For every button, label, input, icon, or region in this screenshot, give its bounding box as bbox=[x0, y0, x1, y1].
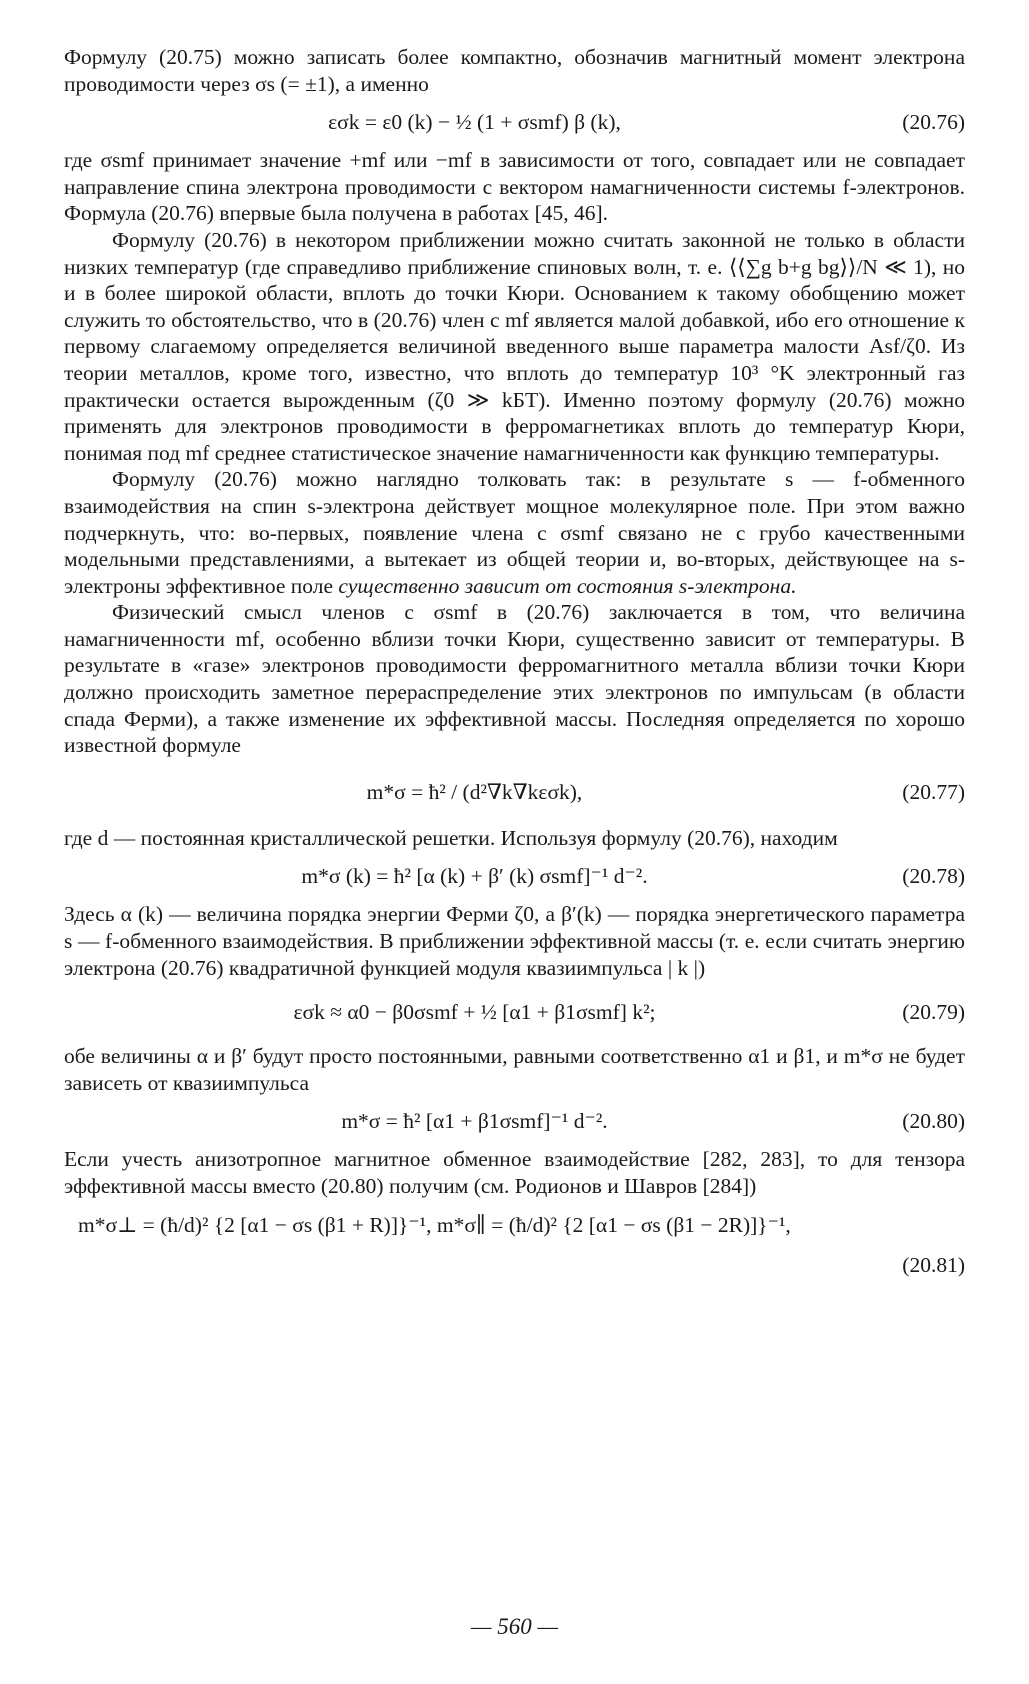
equation-20-81 bbox=[64, 1202, 965, 1278]
equation-number: (20.77) bbox=[902, 779, 965, 804]
equation-20-79 bbox=[64, 983, 965, 1041]
equation-20-78 bbox=[64, 853, 965, 899]
equation-number: (20.79) bbox=[902, 1000, 965, 1025]
equation-formula: εσk ≈ α0 − β0σsmf + ½ [α1 + β1σsmf] k²; bbox=[293, 1000, 656, 1025]
paragraph-1: Формулу (20.75) можно записать более компактно, обозначив магнитный момент электрона проводимости через σs (= ±1), а именно bbox=[64, 45, 965, 96]
equation-20-80 bbox=[64, 1098, 965, 1144]
paragraph-4-emphasis: существенно зависит от состояния s-электрона. bbox=[338, 573, 797, 598]
equation-formula: m*σ⊥ = (ħ/d)² {2 [α1 − σs (β1 + R)]}⁻¹, m*σ∥ = (ħ/d)² {2 [α1 − σs (β1 − 2R)]}⁻¹, bbox=[78, 1212, 791, 1237]
equation-number: (20.76) bbox=[902, 110, 965, 135]
equation-20-77 bbox=[64, 761, 965, 823]
equation-number: (20.80) bbox=[902, 1109, 965, 1134]
paragraph-6: где d — постоянная кристаллической решетки. Используя формулу (20.76), находим bbox=[64, 825, 838, 850]
paragraph-9: Если учесть анизотропное магнитное обменное взаимодействие [282, 283], то для тензора эффективной массы вместо (20.80) получим (см. Родионов и Шавров [284]) bbox=[64, 1147, 965, 1198]
equation-formula: m*σ = ħ² / (d²∇k∇kεσk), bbox=[366, 779, 583, 804]
paragraph-5: Физический смысл членов с σsmf в (20.76) заключается в том, что величина намагниченности mf, особенно вблизи точки Кюри, существенно зависит от температуры. В результате в «газе» электронов проводимости ферромагнитного металла вблизи точки Кюри должно происходить заметное перераспределение этих электронов по импульсам (в области спада Ферми), а также изменение их эффективной массы. Последняя определяется по хорошо известной формуле bbox=[64, 600, 965, 758]
equation-number: (20.81) bbox=[902, 1252, 965, 1277]
paragraph-8: обе величины α и β′ будут просто постоянными, равными соответственно α1 и β1, и m*σ не будет зависеть от квазиимпульса bbox=[64, 1044, 965, 1095]
paragraph-4-text: Формулу (20.76) можно наглядно толковать так: в результате s — f-обменного взаимодействия на спин s-электрона действует мощное молекулярное поле. При этом важно подчеркнуть, что: во-первых, появление члена с σsmf связано не с грубо качественными модельными представлениями, а вытекает из общей теории и, во-вторых, действующее на s-электроны эффективное поле bbox=[64, 467, 965, 598]
equation-formula: m*σ (k) = ħ² [α (k) + β′ (k) σsmf]⁻¹ d⁻². bbox=[301, 864, 648, 889]
paragraph-4 bbox=[64, 466, 965, 599]
page-number: — 560 — bbox=[471, 1614, 558, 1639]
equation-formula: εσk = ε0 (k) − ½ (1 + σsmf) β (k), bbox=[328, 110, 621, 135]
paragraph-3: Формулу (20.76) в некотором приближении можно считать законной не только в области низких температур (где справедливо приближение спиновых волн, т. е. ⟨⟨∑g b+g bg⟩⟩/N ≪ 1), но и в более широкой области, вплоть до точки Кюри. Основанием к такому обобщению может служить то обстоятельство, что в (20.76) член с mf является малой добавкой, ибо его отношение к первому слагаемому определяется величиной введенного выше параметра малости Asf/ζ0. Из теории металлов, кроме того, известно, что вплоть до температур 10³ °K электронный газ практически остается вырожденным (ζ0 ≫ kБT). Именно поэтому формулу (20.76) можно применять для электронов проводимости в ферромагнетиках вплоть до температур Кюри, понимая под mf среднее статистическое значение намагниченности как функцию температуры. bbox=[64, 227, 965, 465]
paragraph-2: где σsmf принимает значение +mf или −mf в зависимости от того, совпадает или не совпадает направление спина электрона проводимости с вектором намагниченности системы f-электронов. Формула (20.76) впервые была получена в работах [45, 46]. bbox=[64, 148, 965, 226]
paragraph-7: Здесь α (k) — величина порядка энергии Ферми ζ0, а β′(k) — порядка энергетического параметра s — f-обменного взаимодействия. В приближении эффективной массы (т. е. если считать энергию электрона (20.76) квадратичной функцией модуля квазиимпульса | k |) bbox=[64, 902, 965, 980]
equation-20-76 bbox=[64, 99, 965, 145]
equation-number: (20.78) bbox=[902, 864, 965, 889]
equation-formula: m*σ = ħ² [α1 + β1σsmf]⁻¹ d⁻². bbox=[341, 1109, 608, 1134]
